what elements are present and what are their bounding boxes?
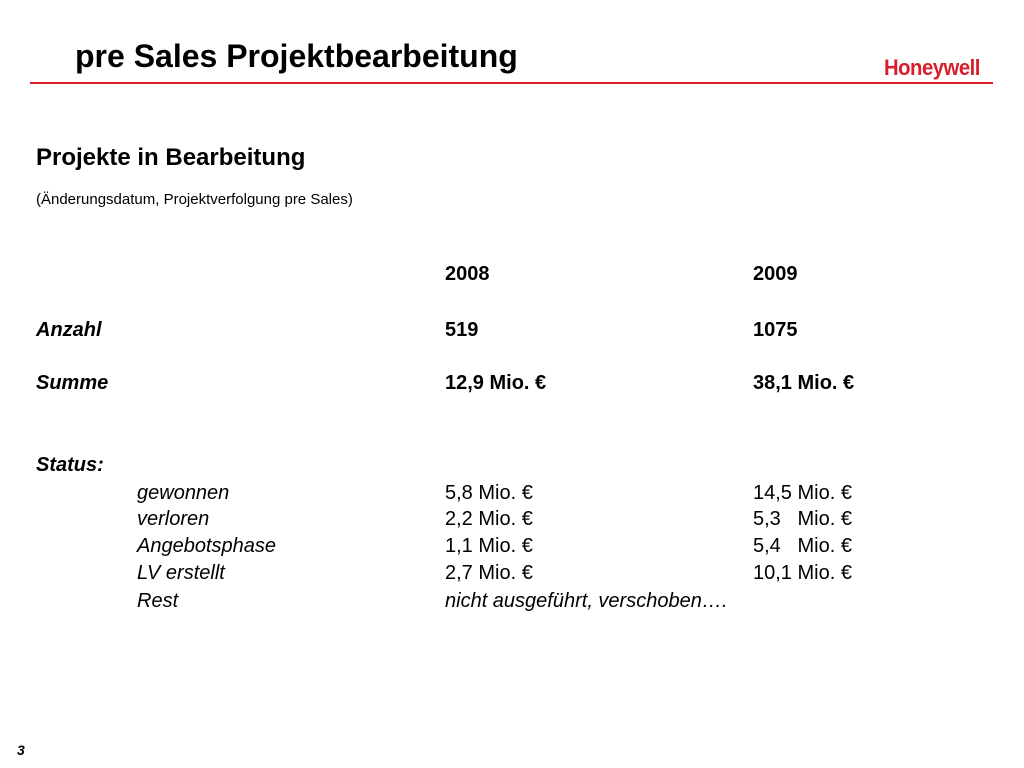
- page-number: 3: [17, 742, 25, 758]
- gewonnen-2009-value: 14,5 Mio. €: [753, 482, 852, 504]
- verloren-2009-value: 5,3 Mio. €: [753, 508, 852, 530]
- slide-title: pre Sales Projektbearbeitung: [75, 38, 518, 74]
- gewonnen-2008-value: 5,8 Mio. €: [445, 482, 533, 504]
- angebotsphase-2008-value: 1,1 Mio. €: [445, 535, 533, 557]
- row-label-summe: Summe: [36, 372, 109, 394]
- rest-note: nicht ausgeführt, verschoben….: [445, 590, 728, 612]
- section-subtitle: (Änderungsdatum, Projektverfolgung pre Sales): [36, 191, 353, 208]
- status-label-gewonnen: gewonnen: [137, 482, 230, 504]
- year-2009-header: 2009: [753, 263, 798, 285]
- status-label-verloren: verloren: [137, 508, 210, 530]
- lv-erstellt-2008-value: 2,7 Mio. €: [445, 562, 533, 584]
- anzahl-2009-value: 1075: [753, 319, 798, 341]
- summe-2009-value: 38,1 Mio. €: [753, 372, 855, 394]
- status-label-rest: Rest: [137, 590, 179, 612]
- year-2008-header: 2008: [445, 263, 490, 285]
- verloren-2008-value: 2,2 Mio. €: [445, 508, 533, 530]
- summe-2008-value: 12,9 Mio. €: [445, 372, 547, 394]
- header-divider: [30, 82, 993, 84]
- honeywell-logo: Honeywell: [884, 55, 980, 80]
- status-label: Status:: [36, 454, 104, 476]
- row-label-anzahl: Anzahl: [36, 319, 102, 341]
- status-label-lv-erstellt: LV erstellt: [137, 562, 225, 584]
- status-label-angebotsphase: Angebotsphase: [137, 535, 277, 557]
- section-title: Projekte in Bearbeitung: [36, 144, 306, 171]
- angebotsphase-2009-value: 5,4 Mio. €: [753, 535, 852, 557]
- anzahl-2008-value: 519: [445, 319, 479, 341]
- lv-erstellt-2009-value: 10,1 Mio. €: [753, 562, 852, 584]
